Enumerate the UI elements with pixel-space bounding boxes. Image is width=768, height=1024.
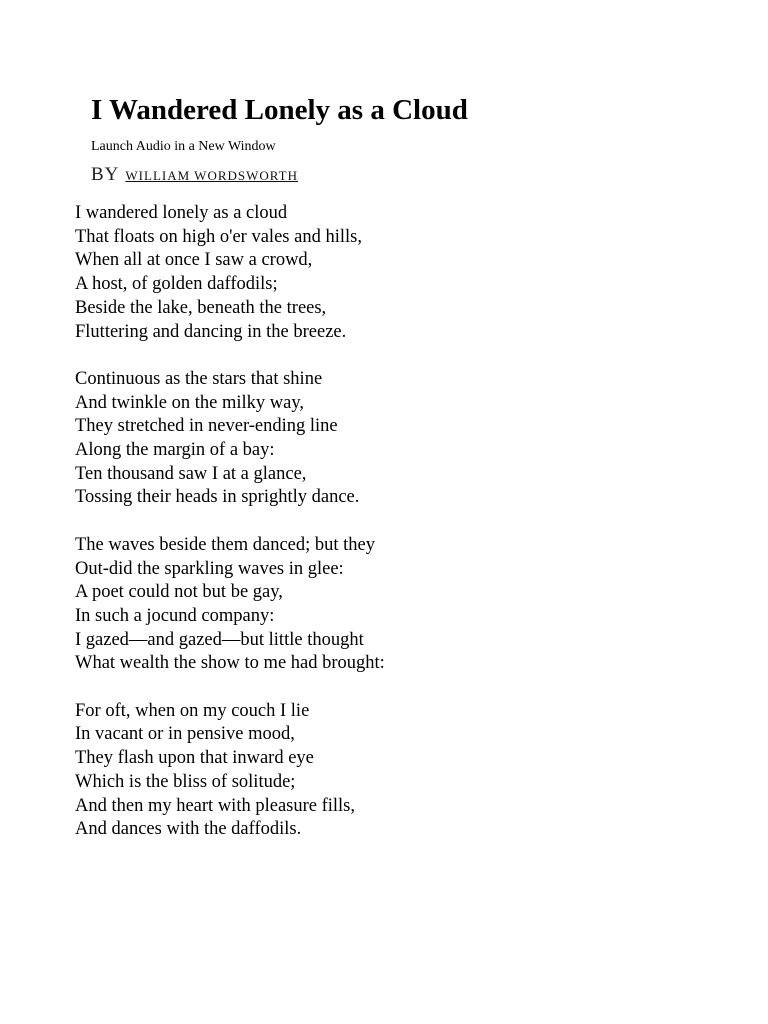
- poem-line: In vacant or in pensive mood,: [75, 724, 295, 745]
- poem-line: Tossing their heads in sprightly dance.: [75, 487, 360, 508]
- poem-line: A poet could not but be gay,: [75, 582, 283, 603]
- stanza-1: [75, 202, 385, 344]
- poem-line: In such a jocund company:: [75, 605, 275, 626]
- poem-line: I wandered lonely as a cloud: [75, 203, 288, 223]
- byline: [91, 163, 298, 188]
- poem-line: They flash upon that inward eye: [75, 748, 314, 769]
- poem-line: That floats on high o'er vales and hills,: [75, 226, 362, 247]
- poem-body: [75, 202, 385, 866]
- stanza-4: [75, 700, 385, 842]
- poem-line: The waves beside them danced; but they: [75, 534, 376, 555]
- poem-line: And then my heart with pleasure fills,: [75, 795, 356, 816]
- poem-line: Continuous as the stars that shine: [75, 368, 323, 389]
- poem-title: I Wandered Lonely as a Cloud: [91, 94, 468, 126]
- poem-line: When all at once I saw a crowd,: [75, 250, 313, 271]
- poem-line: Which is the bliss of solitude;: [75, 771, 296, 792]
- poem-line: Out-did the sparkling waves in glee:: [75, 558, 344, 579]
- poem-line: Fluttering and dancing in the breeze.: [75, 321, 347, 342]
- author-link[interactable]: WILLIAM WORDSWORTH: [125, 168, 299, 183]
- launch-audio-link[interactable]: Launch Audio in a New Window: [91, 139, 276, 154]
- stanza-2: [75, 368, 385, 510]
- poem-line: For oft, when on my couch I lie: [75, 700, 310, 721]
- poem-line: I gazed—and gazed—but little thought: [75, 629, 364, 650]
- poem-line: Beside the lake, beneath the trees,: [75, 297, 327, 318]
- poem-line: They stretched in never-ending line: [75, 416, 338, 437]
- poem-line: A host, of golden daffodils;: [75, 274, 278, 295]
- by-label: BY: [91, 164, 120, 185]
- poem-line: And twinkle on the milky way,: [75, 392, 304, 413]
- poem-line: Along the margin of a bay:: [75, 440, 275, 461]
- stanza-3: [75, 534, 385, 676]
- poem-line: What wealth the show to me had brought:: [75, 653, 385, 674]
- poem-line: Ten thousand saw I at a glance,: [75, 463, 307, 484]
- poem-line: And dances with the daffodils.: [75, 819, 302, 840]
